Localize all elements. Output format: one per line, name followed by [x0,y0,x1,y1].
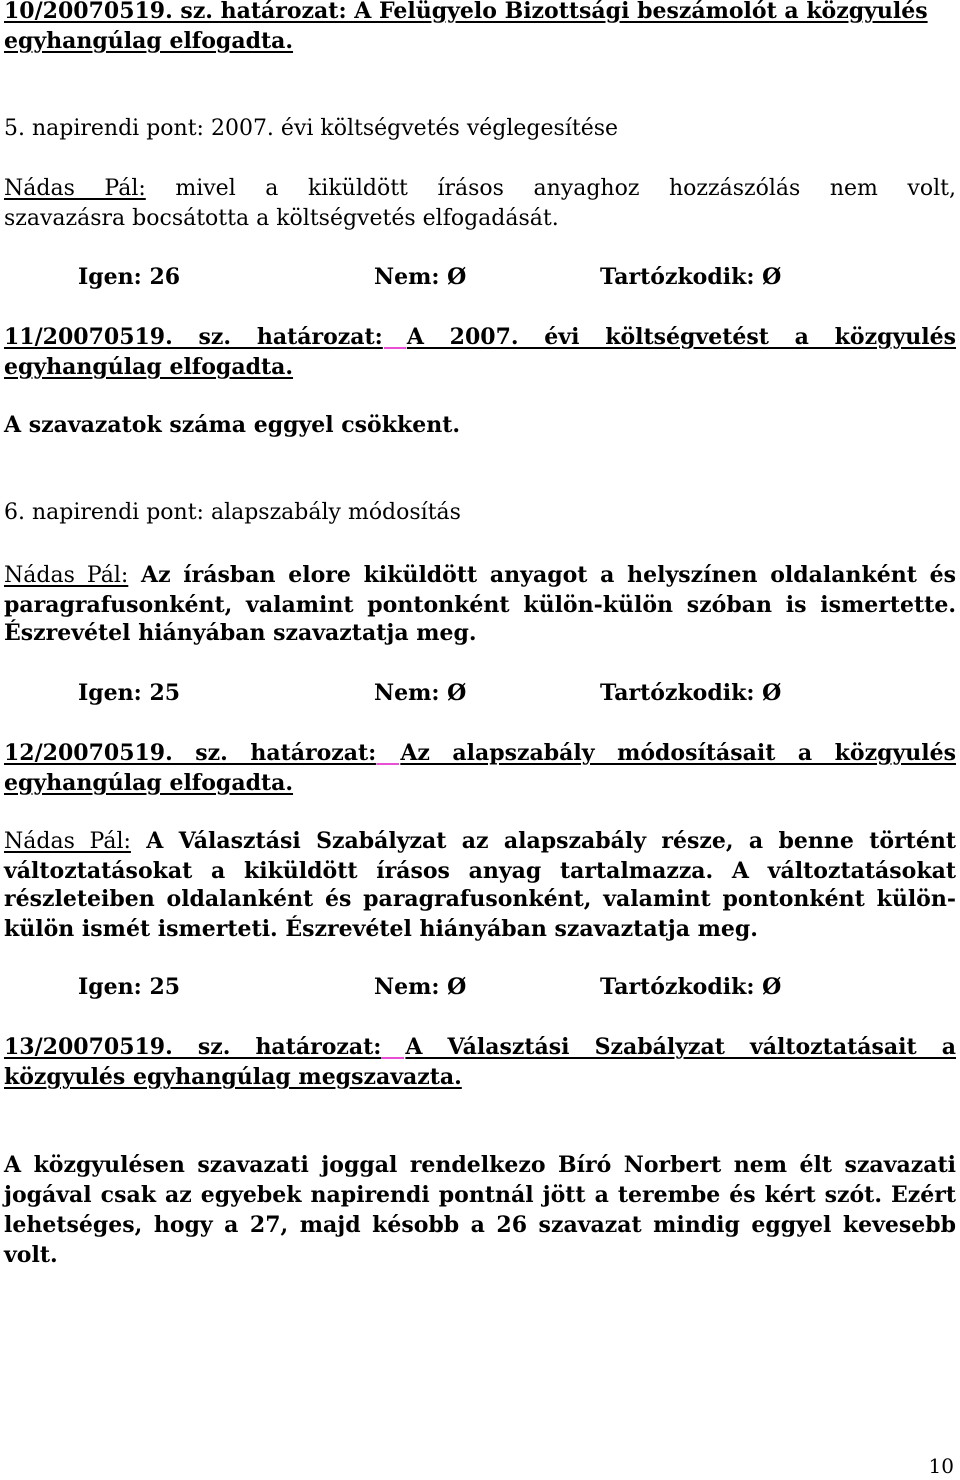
highlight-mark [377,763,399,765]
item-6-speech-line1: Nádas Pál: Az írásban elore kiküldött anyagot a helyszínen oldalanként és [4,562,956,588]
highlight-mark [382,1057,404,1059]
closing-line3: lehetséges, hogy a 27, majd késobb a 26 szavazat mindig eggyel kevesebb [4,1212,956,1238]
page-number: 10 [928,1454,954,1478]
speaker-name: Nádas Pál: [4,829,131,854]
vote-yes: Igen: 26 [78,264,181,290]
resolution-13-line2: közgyulés egyhangúlag megszavazta. [4,1064,462,1090]
resolution-13-line1: 13/20070519. sz. határozat: A Választási Szabályzat változtatásait a [4,1034,956,1060]
speaker-name: Nádas Pál: [4,563,129,588]
resolution-10-line1: 10/20070519. sz. határozat: A Felügyelo Bizottsági beszámolót a közgyulés [4,0,928,24]
item-5-speech-line1: Nádas Pál: mivel a kiküldött írásos anyaghoz hozzászólás nem volt, [4,176,956,201]
item-6-speech-line2: paragrafusonként, valamint pontonként külön-külön szóban is ismertette. [4,592,956,618]
vote-abstain: Tartózkodik: Ø [600,974,782,1000]
closing-line1: A közgyulésen szavazati joggal rendelkezo Bíró Norbert nem élt szavazati [4,1152,956,1178]
resolution-11-line2: egyhangúlag elfogadta. [4,354,294,380]
vote-no: Nem: Ø [374,974,467,1000]
vote-abstain: Tartózkodik: Ø [600,680,782,706]
resolution-12-line2: egyhangúlag elfogadta. [4,770,294,796]
vote-yes: Igen: 25 [78,974,181,1000]
electoral-rules-speech-line4: külön ismét ismerteti. Észrevétel hiányában szavaztatja meg. [4,916,758,942]
speaker-name: Nádas Pál: [4,176,146,201]
agenda-item-5-heading: 5. napirendi pont: 2007. évi költségvetés véglegesítése [4,116,619,141]
vote-no: Nem: Ø [374,680,467,706]
closing-line2: jogával csak az egyebek napirendi pontnál jött a terembe és kért szót. Ezért [4,1182,956,1208]
resolution-12-line1: 12/20070519. sz. határozat: Az alapszabály módosításait a közgyulés [4,740,956,766]
item-6-speech-line3: Észrevétel hiányában szavaztatja meg. [4,620,477,646]
electoral-rules-speech-line1: Nádas Pál: A Választási Szabályzat az alapszabály része, a benne történt [4,828,956,854]
electoral-rules-speech-line2: változtatásokat a kiküldött írásos anyag tartalmazza. A változtatásokat [4,858,956,884]
item-5-speech-line2: szavazásra bocsátotta a költségvetés elfogadását. [4,206,559,231]
highlight-mark [384,347,406,349]
closing-line4: volt. [4,1242,58,1268]
resolution-11-note: A szavazatok száma eggyel csökkent. [4,412,461,438]
agenda-item-6-heading: 6. napirendi pont: alapszabály módosítás [4,500,461,525]
resolution-11-line1: 11/20070519. sz. határozat: A 2007. évi költségvetést a közgyulés [4,324,956,350]
vote-abstain: Tartózkodik: Ø [600,264,782,290]
electoral-rules-speech-line3: részleteiben oldalanként és paragrafusonként, valamint pontonként külön- [4,886,956,912]
vote-yes: Igen: 25 [78,680,181,706]
resolution-10-line2: egyhangúlag elfogadta. [4,28,294,54]
vote-no: Nem: Ø [374,264,467,290]
